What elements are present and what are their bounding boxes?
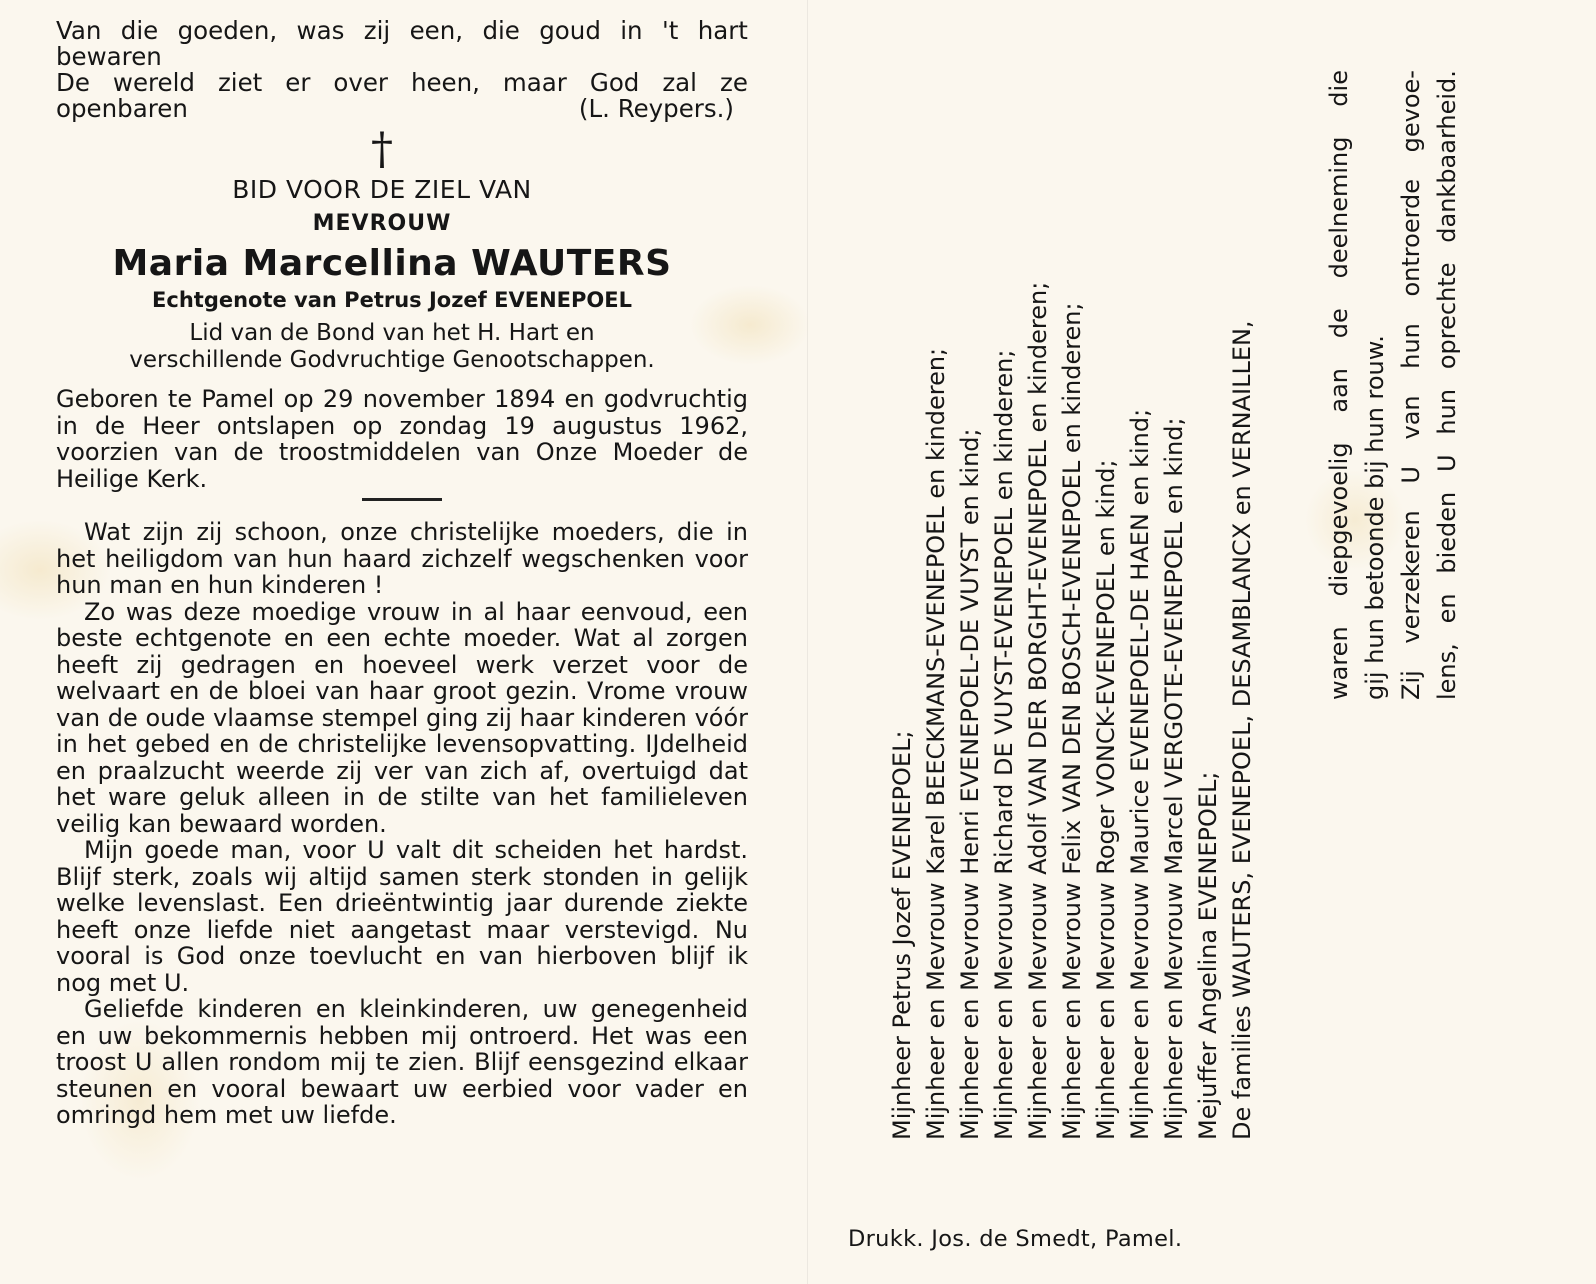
- family-line: De families WAUTERS, EVENEPOEL, DESAMBLANCX en VERNAILLEN,: [1228, 320, 1256, 1140]
- pray-heading: BID VOOR DE ZIEL VAN: [232, 175, 532, 204]
- word: hun: [1433, 388, 1461, 435]
- poem-attribution: (L. Reypers.): [578, 94, 734, 123]
- deceased-name: Maria Marcellina WAUTERS: [112, 243, 672, 284]
- family-line: Mijnheer en Mevrouw Henri EVENEPOEL-DE VUYST en kind;: [956, 428, 984, 1140]
- word: ontroerde: [1397, 178, 1425, 297]
- poem-line: bewaren: [56, 42, 162, 71]
- right-panel-rotated: [885, 20, 1485, 1140]
- word: hun: [1397, 323, 1425, 369]
- word: en: [1433, 593, 1461, 624]
- word: zij: [363, 16, 391, 45]
- left-panel: [56, 18, 748, 1129]
- paragraph: Mijn goede man, voor U valt dit scheiden het hardst. Blijf sterk, zoals wij altijd samen sterk stonden in gelijk welke levenslast. Een drieëntwintig jaar durende ziekte heeft onze liefde niet aangetast maar verstevigd. Nu vooral is God onze toevlucht en van hierboven blijf ik nog met U.: [56, 836, 748, 997]
- word: een,: [409, 16, 464, 45]
- paragraph: Zo was deze moedige vrouw in al haar eenvoud, een beste echtgenote en een echte moeder. Wat al zorgen heeft zij gedragen en hoeveel werk verzet voor de welvaart en de bloei van haar groot gezin. Vrome vrouw van de oude vlaamse stempel ging zij haar kinderen vóór in het gebed en de christelijke levensopvatting. IJdelheid en praalzucht weerde zij ver van zich af, overtuigd dat het ware geluk alleen in de stilte van het familieleven veilig kan bewaard worden.: [56, 597, 748, 838]
- printer-credit: Drukk. Jos. de Smedt, Pamel.: [848, 1226, 1183, 1252]
- word: oprechte: [1433, 262, 1461, 370]
- poem-last-line: [56, 96, 748, 122]
- word: van: [1397, 395, 1425, 440]
- thanks-line: [1321, 70, 1357, 700]
- membership-line: Lid van de Bond van het H. Hart en: [189, 320, 595, 346]
- word: de: [1325, 308, 1353, 339]
- word: waren: [1325, 626, 1353, 700]
- word: De: [56, 68, 90, 97]
- word: gevoe-: [1397, 70, 1425, 153]
- thanks-line: [1429, 70, 1465, 700]
- family-line: Mijnheer en Mevrouw Felix VAN DEN BOSCH-EVENEPOEL en kinderen;: [1058, 302, 1086, 1140]
- word: die: [120, 16, 159, 45]
- family-line: Mijnheer en Mevrouw Adolf VAN DER BORGHT-EVENEPOEL en kinderen;: [1024, 281, 1052, 1140]
- family-line: Mijnheer en Mevrouw Maurice EVENEPOEL-DE HAEN en kind;: [1126, 408, 1154, 1140]
- word: 't: [661, 16, 679, 45]
- poem-line: [56, 70, 748, 96]
- thanks-line: gij hun betoonde bij hun rouw.: [1361, 335, 1389, 700]
- word: over: [333, 68, 388, 97]
- word: verzekeren: [1397, 510, 1425, 644]
- thanks-line: [1393, 70, 1429, 700]
- word: dankbaarheid.: [1433, 70, 1461, 243]
- word: in: [620, 16, 643, 45]
- word: goeden,: [177, 16, 278, 45]
- word: was: [296, 16, 345, 45]
- family-line: Mijnheer en Mevrouw Marcel VERGOTE-EVENEPOEL en kind;: [1160, 417, 1188, 1140]
- word: Van: [56, 16, 102, 45]
- word: zal: [662, 68, 697, 97]
- family-list: [885, 20, 1259, 1140]
- word: ze: [719, 68, 748, 97]
- family-line: Mijnheer en Mevrouw Richard DE VUYST-EVENEPOEL en kinderen;: [990, 349, 1018, 1140]
- word: U: [1397, 466, 1425, 484]
- thanks-text: [1321, 70, 1465, 700]
- membership-line: verschillende Godvruchtige Genootschappen.: [129, 347, 655, 373]
- word: heen,: [410, 68, 480, 97]
- family-line: Mejuffer Angelina EVENEPOEL;: [1194, 771, 1222, 1140]
- paragraph: Wat zijn zij schoon, onze christelijke moeders, die in het heiligdom van hun haard zichzelf wegschenken voor hun man en hun kinderen !: [56, 518, 748, 599]
- paragraph: Geliefde kinderen en kleinkinderen, uw genegenheid en uw bekommernis hebben mij ontroerd. Het was een troost U allen rondom mij te zien. Blijf eensgezind elkaar steunen en vooral bewaart uw eerbied voor vader en omringd hem met uw liefde.: [56, 995, 748, 1129]
- poem-line: openbaren: [56, 94, 188, 123]
- spouse-line: Echtgenote van Petrus Jozef EVENEPOEL: [152, 288, 632, 312]
- word: U: [1433, 454, 1461, 472]
- membership: [36, 320, 748, 374]
- cross-icon: †: [371, 124, 393, 175]
- word: hart: [697, 16, 748, 45]
- poem-line: [56, 18, 748, 44]
- word: goud: [539, 16, 601, 45]
- word: bieden: [1433, 491, 1461, 574]
- word: God: [589, 68, 640, 97]
- family-line: Mijnheer en Mevrouw Roger VONCK-EVENEPOEL en kind;: [1092, 459, 1120, 1140]
- word: diepgevoelig: [1325, 442, 1353, 597]
- divider: [362, 498, 442, 501]
- word: ziet: [217, 68, 263, 97]
- family-line: Mijnheer en Mevrouw Karel BEECKMANS-EVENEPOEL en kinderen;: [922, 347, 950, 1140]
- title-mevrouw: MEVROUW: [312, 211, 452, 236]
- word: lens,: [1433, 643, 1461, 700]
- word: wereld: [112, 68, 195, 97]
- word: die: [482, 16, 520, 45]
- word: maar: [502, 68, 567, 97]
- word: aan: [1325, 368, 1353, 413]
- word: er: [285, 68, 311, 97]
- family-line: Mijnheer Petrus Jozef EVENEPOEL;: [888, 730, 916, 1140]
- word: die: [1325, 70, 1353, 107]
- biography: Geboren te Pamel op 29 november 1894 en godvruchtig in de Heer ontslapen op zondag 19 augustus 1962, voorzien van de troostmiddelen van Onze Moeder de Heilige Kerk.: [56, 385, 748, 493]
- fold-line: [807, 0, 808, 1284]
- word: deelneming: [1325, 136, 1353, 279]
- word: Zij: [1397, 670, 1425, 700]
- poem: [56, 18, 748, 122]
